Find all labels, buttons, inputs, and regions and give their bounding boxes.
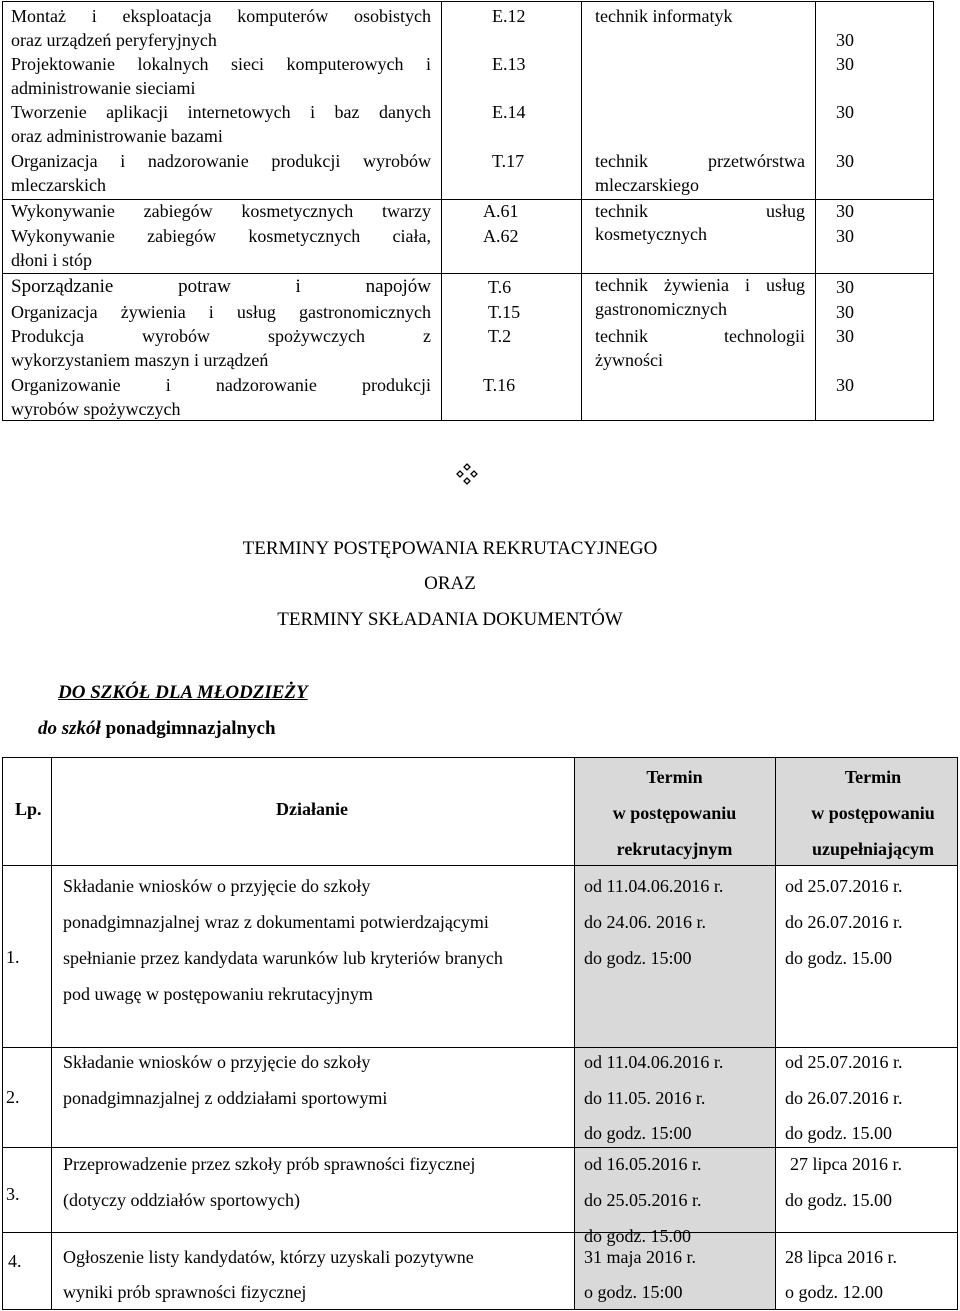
header-term2: Termin [844,767,902,787]
col-divider [815,2,816,420]
subtitle-level-bold: ponadgimnazjalnych [105,718,276,739]
row-action: Ogłoszenie listy kandydatów, którzy uzyskali pozytywne [63,1247,474,1267]
row-term2: 28 lipca 2016 r. [785,1247,897,1267]
row-term1: od 11.04.06.2016 r. [584,876,724,896]
subtitle-schools: DO SZKÓŁ DLA MŁODZIEŻY [58,682,308,703]
diamond-bullet-icon [455,462,479,486]
profession-label: mleczarskiego [595,175,699,195]
qualification-hours: 30 [836,326,854,346]
grid-line [2,1232,958,1233]
row-number: 4. [8,1251,22,1271]
row-term1: do 11.05. 2016 r. [584,1088,706,1108]
qualification-code: E.12 [492,6,526,26]
profession-label: technik żywienia i usług [595,275,805,295]
qualification-code: E.13 [492,54,526,74]
qualification-code: T.16 [483,375,516,395]
qualification-hours: 30 [836,102,854,122]
row-term2: od 25.07.2016 r. [785,1052,903,1072]
profession-label: gastronomicznych [595,299,727,319]
row-action: spełnianie przez kandydata warunków lub kryteriów branych [63,948,503,968]
qualification-name: Organizacja i nadzorowanie produkcji wyrobów [11,151,431,171]
qualification-name: Projektowanie lokalnych sieci komputerowych i [11,54,431,74]
row-term1: do godz. 15.00 [584,1226,691,1246]
row-number: 1. [6,947,20,967]
profession-label: technik usług [595,201,805,221]
row-action: Przeprowadzenie przez szkoły prób sprawności fizycznej [63,1154,476,1174]
row-term1: do 24.06. 2016 r. [584,912,707,932]
profession-label: technik informatyk [595,6,733,26]
qualification-code: T.17 [492,151,525,171]
row-action: wyniki prób sprawności fizycznej [63,1282,307,1302]
row-number: 2. [6,1087,20,1107]
qualification-hours: 30 [836,302,854,322]
qualification-name: Organizowanie i nadzorowanie produkcji [11,375,431,395]
row-action: Składanie wniosków o przyjęcie do szkoły [63,1052,371,1072]
qualification-name: Wykonywanie zabiegów kosmetycznych ciała, [11,226,431,246]
profession-label: żywności [595,350,663,370]
qualification-code: E.14 [492,102,526,122]
qualification-code: T.6 [488,277,512,297]
qualification-code: A.61 [483,201,519,221]
row-term1: do godz. 15:00 [584,1123,692,1143]
row-term1: o godz. 15:00 [584,1282,683,1302]
row-term1: do 25.05.2016 r. [584,1190,702,1210]
header-term2: w postępowaniu [811,803,935,823]
row-term2: do godz. 15.00 [785,948,892,968]
row-term1: od 11.04.06.2016 r. [584,1052,724,1072]
qualification-code: A.62 [483,226,519,246]
row-term2: do godz. 15.00 [785,1123,892,1143]
header-term1: rekrutacyjnym [616,839,733,859]
grid-line [2,757,958,758]
subtitle-level [38,718,276,740]
grid-line [51,757,52,1310]
qualification-name: oraz administrowanie bazami [11,126,223,146]
qualification-hours: 30 [836,151,854,171]
row-action: Składanie wniosków o przyjęcie do szkoły [63,876,371,896]
qualification-name: dłoni i stóp [11,250,93,270]
qualification-code: T.15 [488,302,521,322]
profession-label: technik przetwórstwa [595,151,805,171]
row-number: 3. [6,1184,20,1204]
row-action: ponadgimnazjalnej z oddziałami sportowymi [63,1088,388,1108]
qualification-name: oraz urządzeń peryferyjnych [11,30,217,50]
row-term1: 31 maja 2016 r. [584,1247,696,1267]
qualification-name: Montaż i eksploatacja komputerów osobistych [11,6,431,26]
qualification-name: wykorzystaniem maszyn i urządzeń [11,350,269,370]
row-term2: 27 lipca 2016 r. [790,1154,902,1174]
qualification-hours: 30 [836,30,854,50]
row-term2: od 25.07.2016 r. [785,876,903,896]
row-action: pod uwagę w postępowaniu rekrutacyjnym [63,984,373,1004]
qualification-name: wyrobów spożywczych [11,399,181,419]
row-term2: do 26.07.2016 r. [785,912,903,932]
qualification-name: Tworzenie aplikacji internetowych i baz danych [11,102,431,122]
row-action: ponadgimnazjalnej wraz z dokumentami potwierdzającymi [63,912,489,932]
header-term1: Termin [646,767,703,787]
header-lp: Lp. [15,799,42,819]
row-term1: od 16.05.2016 r. [584,1154,702,1174]
qualifications-table [2,1,934,421]
qualification-name: administrowanie sieciami [11,78,196,98]
qualification-hours: 30 [836,54,854,74]
qualification-hours: 30 [836,375,854,395]
header-action: Działanie [276,799,348,819]
grid-line [2,757,3,1310]
heading-line-1: TERMINY POSTĘPOWANIA REKRUTACYJNEGO [242,538,658,559]
heading-line-2: ORAZ [424,573,476,594]
col-divider [441,2,442,420]
qualification-name: Produkcja wyrobów spożywczych z [11,326,431,346]
row-term2: o godz. 12.00 [785,1282,883,1302]
schedule-table [2,757,958,1310]
profession-label: kosmetycznych [595,224,707,244]
header-term1: w postępowaniu [612,803,737,823]
qualification-name: Wykonywanie zabiegów kosmetycznych twarzy [11,201,431,221]
profession-label: technik technologii [595,326,805,346]
qualification-code: T.2 [488,326,512,346]
col-divider [581,2,582,420]
qualification-name: Sporządzanie potraw i napojów [11,276,431,297]
row-term2: do godz. 15.00 [785,1190,892,1210]
row-action: (dotyczy oddziałów sportowych) [63,1190,300,1210]
qualification-name: Organizacja żywienia i usług gastronomicznych [11,302,431,322]
qualification-hours: 30 [836,226,854,246]
row-term1: do godz. 15:00 [584,948,692,968]
header-term2: uzupełniającym [811,839,934,859]
row-term2: do 26.07.2016 r. [785,1088,903,1108]
qualification-hours: 30 [836,201,854,221]
qualification-hours: 30 [836,277,854,297]
qualification-name: mleczarskich [11,175,106,195]
heading-line-3: TERMINY SKŁADANIA DOKUMENTÓW [277,609,623,630]
subtitle-level-italic: do szkół [38,718,101,739]
